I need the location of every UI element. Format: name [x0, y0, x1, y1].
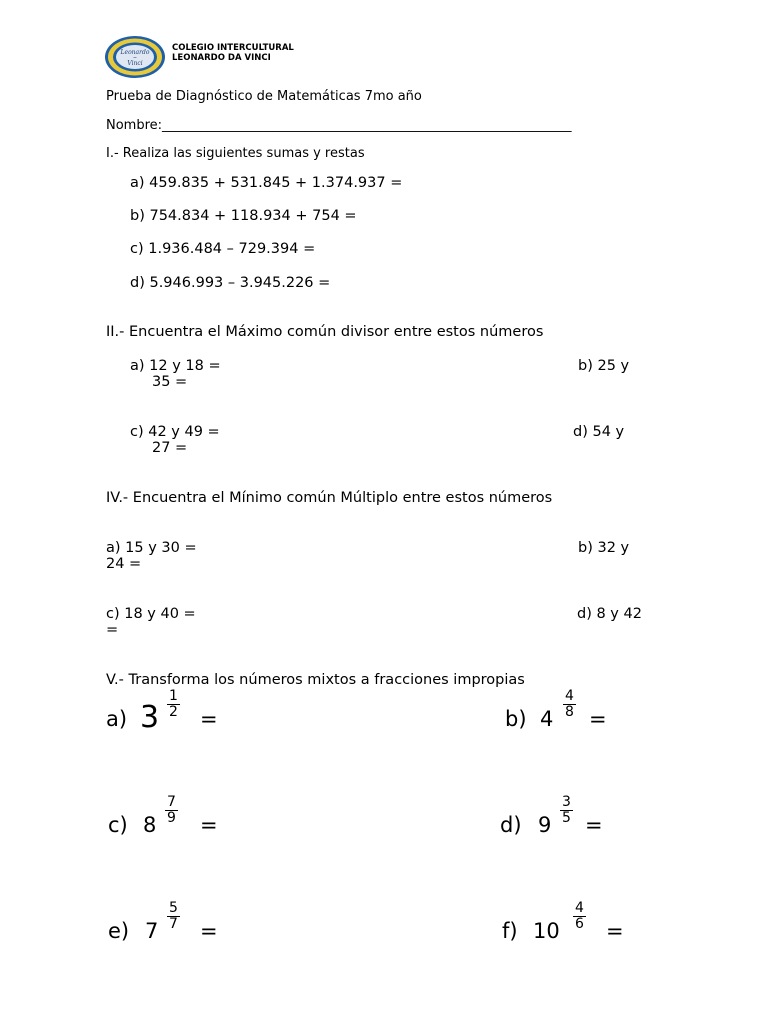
mixed-a-denominator: 2	[169, 704, 178, 720]
logo-text-top: Leonardo	[120, 49, 150, 56]
section1-item-c: c) 1.936.484 – 729.394 =	[130, 241, 316, 257]
mixed-c-equals: =	[200, 813, 218, 837]
section1-item-d: d) 5.946.993 – 3.945.226 =	[130, 275, 331, 291]
school-name-line2: LEONARDO DA VINCI	[172, 53, 271, 63]
mixed-b-equals: =	[589, 707, 607, 731]
section2-item-c: c) 42 y 49 =	[130, 424, 220, 440]
section2-item-d-cont: 27 =	[152, 440, 188, 456]
mixed-d-numerator: 3	[562, 794, 571, 810]
mixed-a-label: a)	[106, 707, 128, 731]
section1-item-a: a) 459.835 + 531.845 + 1.374.937 =	[130, 175, 403, 191]
section4-item-a: a) 15 y 30 =	[106, 540, 197, 556]
section4-item-d: d) 8 y 42	[577, 606, 642, 622]
mixed-a-equals: =	[200, 707, 218, 731]
mixed-b-label: b)	[505, 707, 527, 731]
mixed-c-fraction	[165, 795, 178, 826]
mixed-a-fraction	[167, 689, 180, 720]
school-name	[172, 43, 294, 63]
section2-item-d: d) 54 y	[573, 424, 625, 440]
section4-item-d-cont: =	[106, 622, 119, 638]
mixed-a-whole: 3	[140, 700, 160, 735]
svg-text:~: ~	[132, 55, 138, 61]
mixed-a-numerator: 1	[169, 688, 178, 704]
mixed-b-numerator: 4	[565, 688, 574, 704]
mixed-e-label: e)	[108, 919, 130, 943]
section2-item-b-cont: 35 =	[152, 374, 188, 390]
mixed-c-whole: 8	[143, 813, 157, 837]
mixed-f-equals: =	[606, 919, 624, 943]
logo-text-bottom: Vinci	[127, 60, 143, 67]
section2-item-a: a) 12 y 18 =	[130, 358, 221, 374]
mixed-f-fraction	[573, 901, 586, 932]
mixed-b-fraction	[563, 689, 576, 720]
mixed-f-label: f)	[502, 919, 518, 943]
document-title: Prueba de Diagnóstico de Matemáticas 7mo año	[106, 89, 422, 104]
mixed-c-numerator: 7	[167, 794, 176, 810]
mixed-d-label: d)	[500, 813, 522, 837]
section2-heading: II.- Encuentra el Máximo común divisor entre estos números	[106, 324, 544, 340]
school-name-line1: COLEGIO INTERCULTURAL	[172, 43, 294, 53]
mixed-d-denominator: 5	[562, 810, 571, 826]
section4-heading: IV.- Encuentra el Mínimo común Múltiplo entre estos números	[106, 490, 553, 506]
school-logo	[104, 35, 166, 79]
mixed-e-whole: 7	[145, 919, 159, 943]
mixed-d-whole: 9	[538, 813, 552, 837]
section4-item-b-cont: 24 =	[106, 556, 142, 572]
mixed-f-whole: 10	[533, 919, 560, 943]
mixed-d-equals: =	[585, 813, 603, 837]
section4-item-c: c) 18 y 40 =	[106, 606, 196, 622]
mixed-f-denominator: 6	[575, 916, 584, 932]
mixed-e-fraction	[167, 901, 180, 932]
mixed-c-label: c)	[108, 813, 128, 837]
mixed-f-numerator: 4	[575, 900, 584, 916]
mixed-b-whole: 4	[540, 707, 554, 731]
name-field-line: Nombre:_______________________________________________________________	[106, 118, 572, 133]
mixed-c-denominator: 9	[167, 810, 176, 826]
mixed-e-numerator: 5	[169, 900, 178, 916]
section2-item-b: b) 25 y	[578, 358, 630, 374]
section4-item-b: b) 32 y	[578, 540, 630, 556]
mixed-b-denominator: 8	[565, 704, 574, 720]
school-crest-icon	[104, 35, 166, 79]
mixed-e-denominator: 7	[169, 916, 178, 932]
section1-heading: I.- Realiza las siguientes sumas y restas	[106, 146, 365, 161]
section1-item-b: b) 754.834 + 118.934 + 754 =	[130, 208, 357, 224]
mixed-d-fraction	[560, 795, 573, 826]
mixed-e-equals: =	[200, 919, 218, 943]
section5-heading: V.- Transforma los números mixtos a fracciones impropias	[106, 672, 525, 688]
